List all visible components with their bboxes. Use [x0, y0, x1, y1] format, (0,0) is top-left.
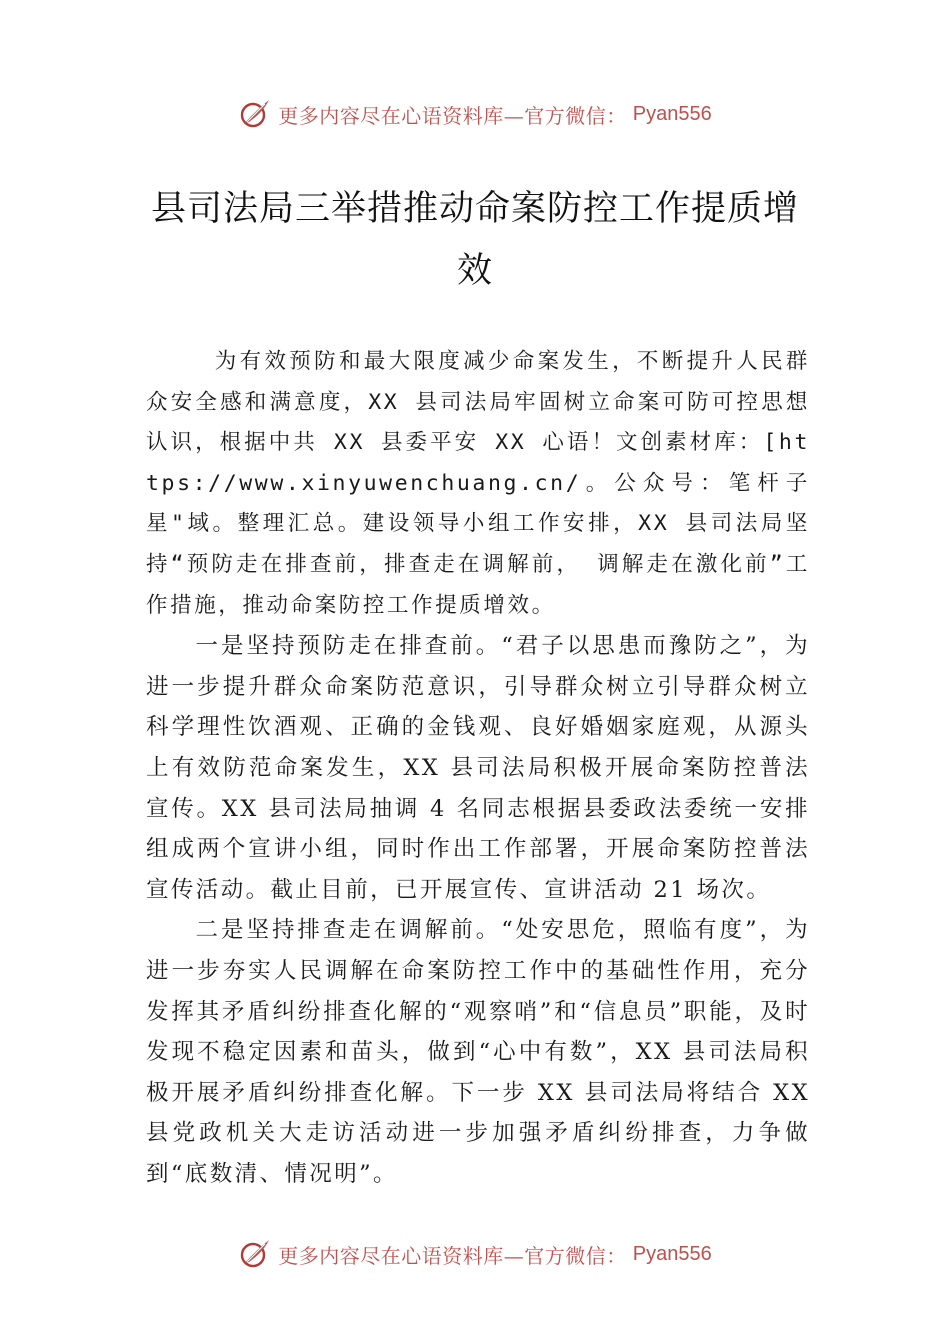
footer-watermark: [0, 1234, 950, 1274]
document-body: [146, 342, 810, 1194]
watermark-text: 更多内容尽在心语资料库—官方微信：: [278, 1243, 627, 1268]
watermark-text: 更多内容尽在心语资料库—官方微信：: [278, 103, 627, 128]
paragraph-investigation: 二是坚持排查走在调解前。“处安思危，照临有度”，为进一步夯实人民调解在命案防控工作中的基础性作用，充分发挥其矛盾纠纷排查化解的“观察哨”和“信息员”职能，及时发现不稳定因素和苗头，做到“心中有数”，XX 县司法局积极开展矛盾纠纷排查化解。下一步 XX 县司法局将结合 XX 县党政机关大走访活动进一步加强矛盾纠纷排查，力争做到“底数清、情况明”。: [146, 917, 810, 1187]
header-watermark: [0, 94, 950, 134]
document-title: 县司法局三举措推动命案防控工作提质增效: [150, 189, 799, 291]
wechat-id: Pyan556: [632, 102, 712, 125]
paragraph-prevention: 一是坚持预防走在排查前。“君子以思患而豫防之”，为进一步提升群众命案防范意识，引导群众树立引导群众树立科学理性饮酒观、正确的金钱观、良好婚姻家庭观，从源头上有效防范命案发生，XX 县司法局积极开展命案防控普法宣传。XX 县司法局抽调 4 名同志根据县委政法委统一安排组成两个宣讲小组，同时作出工作部署，开展命案防控普法宣传活动。截止目前，已开展宣传、宣讲活动 21 场次。: [146, 633, 810, 903]
quill-pen-logo-icon: [238, 1237, 272, 1271]
quill-pen-logo-icon: [238, 97, 272, 131]
wechat-id: Pyan556: [632, 1242, 712, 1265]
paragraph-intro: 为有效预防和最大限度减少命案发生，不断提升人民群众安全感和满意度，XX 县司法局牢固树立命案可防可控思想认识，根据中共 XX 县委平安 XX 心语！文创素材库：[https://www.xinyuwenchuang.cn/。公众号：笔杆子星"域。整理汇总。建设领导小组工作安排，XX 县司法局坚持“预防走在排查前，排查走在调解前， 调解走在激化前”工作措施，推动命案防控工作提质增效。: [146, 349, 810, 618]
